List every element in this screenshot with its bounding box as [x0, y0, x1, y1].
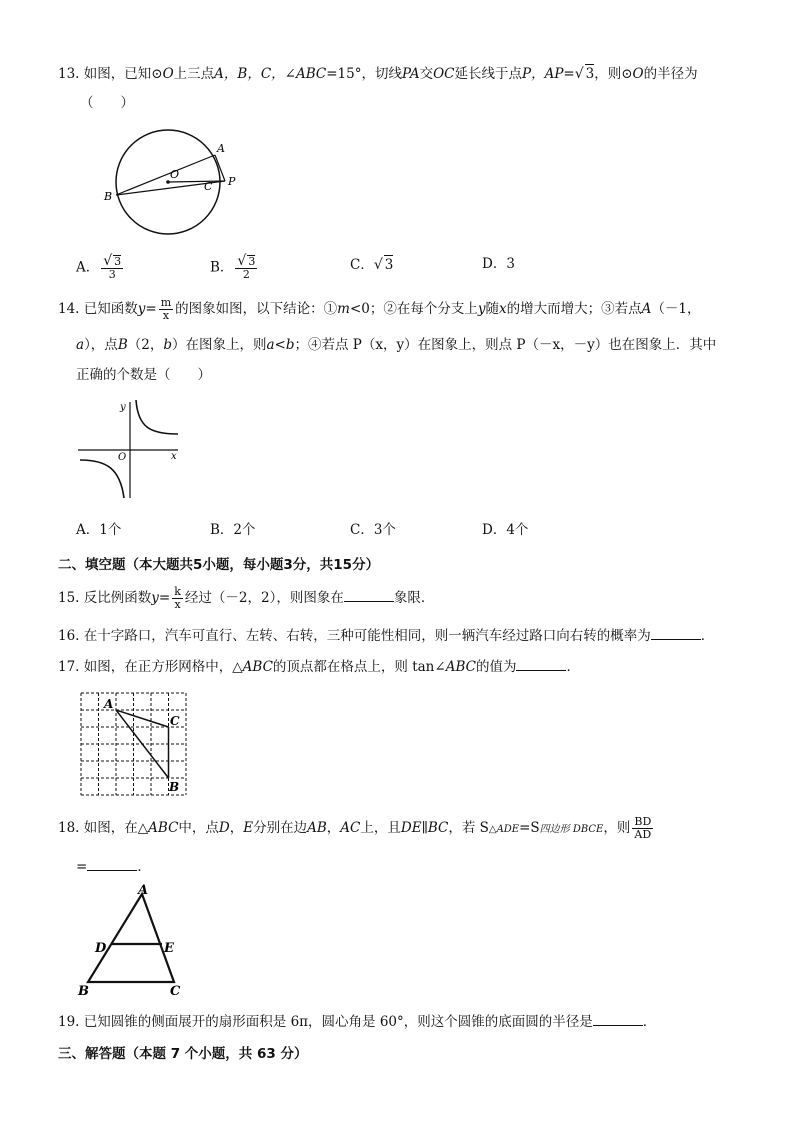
option-letter: C． [350, 257, 374, 273]
label-a: A [138, 883, 149, 898]
q17-grid-figure [78, 690, 190, 800]
label-d: D [95, 941, 107, 956]
q18-triangle-figure [76, 882, 186, 1000]
q17-answer-blank[interactable] [516, 657, 566, 671]
q13-circle-figure [100, 125, 250, 235]
question-number: 14. [58, 301, 80, 317]
q18-var: D [218, 820, 230, 836]
q17-text: 的顶点都在格点上，则 tan∠ [272, 659, 446, 675]
q13-text: 延长线于点 [454, 66, 522, 82]
q18-var: ABC [148, 820, 179, 836]
q14-option-b[interactable]: B．2个 [210, 522, 256, 538]
q14-text: ）在图象上，则 [171, 337, 267, 353]
q13-var: O [632, 66, 644, 82]
q18-var: AB [307, 820, 327, 836]
q14-option-d[interactable]: D．4个 [482, 522, 529, 538]
denominator: x [162, 309, 170, 322]
q18-stem-line1 [58, 816, 655, 841]
q14-var: m [337, 301, 350, 317]
q16-text: 在十字路口，汽车可直行、左转、右转，三种可能性相同，则一辆汽车经过路口向右转的概率为 [83, 628, 651, 644]
q17-stem [58, 657, 580, 676]
label-c: C [170, 984, 181, 999]
q14-var: x [499, 301, 507, 317]
q18-answer-blank[interactable] [87, 857, 137, 871]
numerator: 3 [248, 255, 256, 268]
numerator: 3 [114, 255, 122, 268]
q14-text: <0；②在每个分支上 [349, 301, 478, 317]
q17-text: 如图，在正方形网格中，△ [83, 659, 243, 675]
question-number: 15. [58, 590, 80, 606]
q14-text: （2， [127, 337, 164, 353]
label-b: B [78, 984, 89, 999]
q14-var: y [137, 301, 146, 317]
label-p: P [228, 175, 236, 188]
q18-var: BC [427, 820, 449, 836]
q18-text: = [76, 859, 88, 875]
q15-fraction [172, 586, 183, 611]
q13-var: O [162, 66, 174, 82]
denominator: 3 [108, 268, 116, 281]
q14-text: 随 [485, 301, 500, 317]
q18-var: E [243, 820, 254, 836]
q14-var: a<b [266, 337, 295, 353]
q15-stem [58, 586, 434, 611]
q14-text: = [145, 301, 157, 317]
section-solution-title: 三、解答题（本题 7 个小题，共 63 分） [58, 1046, 308, 1062]
q13-option-c[interactable]: C．√ 3 [350, 257, 394, 273]
label-c: C [204, 180, 213, 193]
question-number: 19. [58, 1014, 80, 1030]
q13-text: =15°，切线 [326, 66, 402, 82]
label-o: O [118, 452, 127, 463]
q14-var: b [163, 337, 172, 353]
q13-text: 的半径为 [643, 66, 698, 82]
sqrt-sign: √ [574, 66, 584, 82]
q14-stem-line3: 正确的个数是（ ） [76, 367, 211, 383]
option-fraction: $\frac{√ 3}{3}$ [103, 253, 122, 281]
numerator: k [174, 585, 181, 598]
label-c: C [170, 714, 180, 728]
label-o: O [170, 168, 180, 181]
q17-text: ． [566, 659, 580, 675]
option-letter: A． [76, 259, 100, 276]
q14-var: y [477, 301, 486, 317]
numerator: m [160, 296, 172, 309]
q18-var: DE [400, 820, 422, 836]
q15-text: = [158, 590, 171, 606]
hyperbola-branch-right [136, 400, 178, 434]
label-b: B [104, 190, 113, 203]
q14-text: 已知函数 [83, 301, 138, 317]
q13-option-d[interactable] [482, 255, 515, 273]
q13-var: OC [433, 66, 455, 82]
option-letter: B． [210, 259, 234, 276]
q15-text: 象限． [393, 590, 435, 606]
q18-subscript: △ADE [488, 824, 520, 835]
q15-answer-blank[interactable] [344, 588, 394, 602]
q18-text: 中，点 [178, 820, 219, 836]
sqrt-value: 3 [585, 66, 595, 82]
q13-var: P，AP= [521, 66, 575, 82]
denominator: x [174, 598, 181, 611]
segment-ac [116, 710, 169, 727]
q17-var: ABC [445, 659, 476, 675]
q18-text: ∥ [421, 820, 428, 836]
q16-text: ． [700, 628, 715, 644]
q13-var: PA [401, 66, 420, 82]
label-b: B [169, 780, 180, 794]
q14-var: B [117, 337, 128, 353]
q13-option-a[interactable] [76, 255, 125, 281]
label-x: x [171, 451, 177, 462]
q13-text: 交 [419, 66, 434, 82]
q13-stem-line1 [58, 64, 698, 83]
q13-text: ，则⊙ [594, 66, 633, 82]
q17-text: 的值为 [475, 659, 517, 675]
q18-text: ，则 [603, 820, 631, 836]
option-fraction: $\frac{√ 3}{2}$ [237, 253, 256, 281]
label-a: A [217, 142, 225, 155]
q18-text: ． [137, 859, 151, 875]
q16-answer-blank[interactable] [651, 626, 701, 640]
q17-var: ABC [242, 659, 273, 675]
label-a: A [104, 697, 114, 711]
q14-text: ），点 [84, 337, 118, 353]
q14-text: ；④若点 P（x，y）在图象上，则点 P（－x，－y）也在图象上．其中 [294, 337, 717, 353]
q16-stem [58, 626, 714, 645]
q14-stem-line1 [58, 297, 701, 322]
q18-text: =S [519, 820, 540, 836]
q18-text: 上，且 [360, 820, 401, 836]
q18-stem-line2 [76, 857, 151, 876]
numerator: BD [634, 815, 652, 828]
label-e: E [164, 941, 174, 956]
label-y: y [120, 402, 126, 413]
q18-subscript: 四边形 DBCE [539, 824, 604, 835]
q19-stem [58, 1012, 656, 1031]
question-number: 18. [58, 820, 80, 836]
q14-text: （－1， [651, 301, 701, 317]
q14-text: 的图象如图，以下结论：① [175, 301, 338, 317]
q15-var: y [151, 590, 159, 606]
q18-var: AC [340, 820, 361, 836]
denominator: AD [634, 828, 652, 841]
option-value: 3 [384, 257, 394, 273]
question-number: 13. [58, 66, 80, 82]
q15-text: 反比例函数 [83, 590, 152, 606]
option-letter: D． [482, 256, 507, 272]
triangle-abc [88, 894, 174, 982]
q14-option-a[interactable]: A．1个 [76, 522, 122, 538]
q14-stem-line2 [76, 336, 716, 354]
q14-var: A [641, 301, 652, 317]
q14-var: a [76, 337, 85, 353]
denominator: 2 [242, 268, 250, 281]
q18-text: ， [229, 820, 244, 836]
q14-option-c[interactable]: C．3个 [350, 522, 396, 538]
q19-text: 已知圆锥的侧面展开的扇形面积是 6π，圆心角是 60°，则这个圆锥的底面圆的半径是 [83, 1014, 593, 1030]
q14-fraction [159, 297, 173, 322]
q18-text: ，若 S [448, 820, 489, 836]
q13-text: 上三点 [173, 66, 215, 82]
hyperbola-branch-left [80, 460, 124, 498]
q14-text: 的增大而增大；③若点 [506, 301, 642, 317]
question-number: 17. [58, 659, 80, 675]
q18-fraction [632, 816, 653, 841]
section-fill-in-title: 二、填空题（本大题共5小题，每小题3分，共15分） [58, 557, 380, 573]
q18-text: 分别在边 [253, 820, 308, 836]
q15-text: 经过（－2，2），则图象在 [184, 590, 344, 606]
q18-text: ， [326, 820, 341, 836]
option-value: 3 [506, 256, 515, 272]
q13-answer-paren: （ ） [80, 95, 134, 111]
q13-text: 如图，已知⊙ [83, 66, 163, 82]
q13-var: ∠ABC [284, 66, 327, 82]
q13-option-b[interactable] [210, 255, 259, 281]
q18-text: 如图，在△ [83, 820, 149, 836]
question-number: 16. [58, 628, 80, 644]
q19-text: ． [642, 1014, 657, 1030]
q19-answer-blank[interactable] [593, 1012, 643, 1026]
q14-hyperbola-figure [76, 398, 186, 503]
q13-var: A，B，C， [214, 66, 285, 82]
